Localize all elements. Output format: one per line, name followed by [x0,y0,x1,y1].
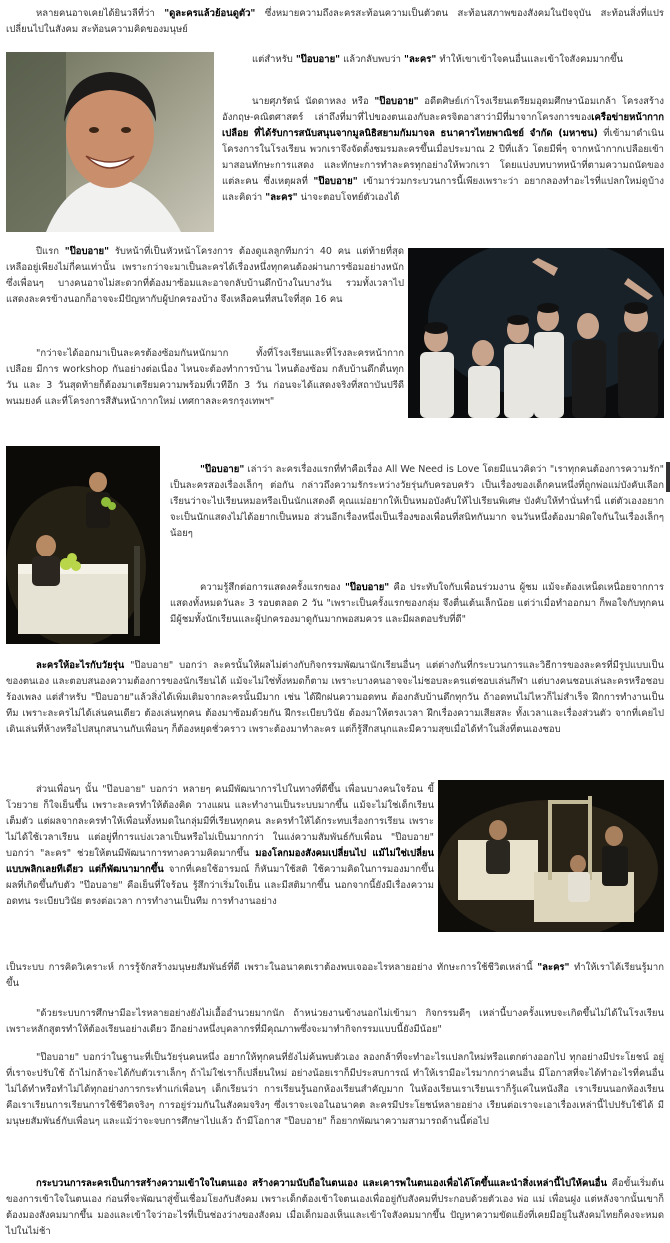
paragraph-first-play [170,462,664,542]
name-highlight: "ป๊อบอาย" [344,582,390,593]
paragraph-friends-development [6,782,434,910]
paragraph-first-year [6,244,404,308]
scroll-indicator [666,462,670,492]
text: "ป๊อบอาย" บอกว่า ละครนั้นให้ผลไม่ต่างกับกิจกรรมพัฒนานักเรียนอื่นๆ แต่ต่างกันที่กระบวนการและวิธีการของละครที่มีรูปแบบเป็นของตนเอง และตอบสนองความต้องการของนักเรียนได้ แม้จะไม่ใช่ทั้งหมดก็ตาม เพราะบางคนอาจจะไม่ชอบละครแต่ชอบเล่นกีฬา แต่บางคนชอบเล่นละครหรือชอบร้องเพลง แต่สำหรับ "ป๊อบอาย"แล้วสิ่งได้เพิ่มเติมจากละครนั้นมีมาก เช่น ได้ฝึกฝนความอดทน ต้องกลับบ้านดึกทุกวัน ถ้าอดทนไม่ไหวก็ไม่สำเร็จ ฝึกการทำงานเป็นทีม เพราะละครไม่ได้เล่นคนเดียว ต้องเล่นทุกคน ต้องมาซ้อมด้วยกัน ฝึกระเบียบวินัย ต้องมาให้ตรงเวลา ฝึกเรื่องความเสียสละ ทั้งเวลาและเรื่องส่วนตัว จากที่เคยไปเดินเล่นที่ห้างหรือไปสนุกสนานกับเพื่อนๆ ก็ต้องหยุดชั่วคราว เพราะต้องมาทำละคร แต่ก็รู้สึกสนุกและมีความสุขเมื่อได้ทำในสิ่งที่ตนเองชอบ [6,660,664,735]
portrait-image [6,52,214,232]
text: ทำให้เขาเข้าใจคนอื่นและเข้าใจสังคมมากขึ้น [436,54,623,65]
paragraph-education-system [6,1006,664,1038]
name-highlight: "ป๊อบอาย" [295,54,341,65]
paragraph-popeye-view [222,52,664,68]
set-rehearsal-photo [438,780,664,932]
performance-photo [6,446,160,644]
paragraph-background [222,94,664,206]
text: คือขั้นเริ่มต้นของการเข้าใจในตนเอง ก่อนที่จะพัฒนาสู่ขั้นเชื่อมโยงกับสังคม เพราะเด็กต้องเข้าใจตนเองเพื่ออยู่กับสังคมที่ประกอบด้วยตัวเอง พ่อ แม่ เพื่อนฝูง แต่หลังจากนั้นเขาก็ต้องมองสังคมมากขึ้น มองและเข้าใจว่าอะไรที่เป็นช่องว่างของสังคม เมื่อเด็กมองเห็นและเข้าใจสังคมมากขึ้น ปัญหาความขัดแย้งที่เคยมีอยู่ในสังคมไทยก็คงจะหมดไปในไม่ช้า [6,1178,664,1237]
conclusion-heading: กระบวนการละครเป็นการสร้างความเข้าใจในตนเอง สร้างความนับถือในตนเอง และเคารพในตนเองเพื่อได้โตขึ้นและนำสิ่งเหล่านี้ไปให้คนอื่น [36,1178,607,1189]
paragraph-advice [6,1050,664,1130]
paragraph-life-skills [6,960,664,992]
text: รับหน้าที่เป็นหัวหน้าโครงการ ต้องดูแลลูกทีมกว่า 40 คน แต่ท้ายที่สุดเหลืออยู่เพียงไม่กี่คนเท่านั้น เพราะกว่าจะมาเป็นละครได้เรื่องหนึ่งทุกคนต้องผ่านการซ้อมอย่างหนัก ซึ่งเพื่อนๆ บางคนอาจไม่สะดวกที่ต้องมาซ้อมและอาจกลับบ้านดึกบ้างในบางวัน รวมทั้งเวลาไปแสดงละครข้างนอกก็อาจจะมีปัญหากับผู้ปกครองบ้าง จึงเหลือคนที่สนใจที่สุด 16 คน [6,246,405,305]
text: ความรู้สึกต่อการแสดงครั้งแรกของ [200,582,345,593]
text: ส่วนเพื่อนๆ นั้น "ป๊อบอาย" บอกว่า หลายๆ คนมีพัฒนาการไปในทางที่ดีขึ้น เพื่อนบางคนใจร้อน ขี้โวยวาย ก็ใจเย็นขึ้น เพราะละครทำให้ต้องคิด วางแผน และทำงานเป็นระบบมากขึ้น แม้จะไม่ใช่เด็กเรียนเต็มตัว แต่ผลจากละครทำให้เพื่อนทั้งหมดในกลุ่มมีที่เรียนทุกคน ละครทำให้ได้กระทบเรื่องการเรียน เพราะไม่ได้ใช้เวลาเรียน แต่อยู่ที่การแบ่งเวลาเป็นหรือไม่เป็นมากกว่า ในแง่ความสัมพันธ์กับเพื่อน "ป๊อบอาย" บอกว่า "ละคร" ช่วยให้ตนมีพัฒนาการทางความคิดมากขึ้น [6,784,434,859]
paragraph-conclusion [6,1176,664,1240]
name-highlight: "ป๊อบอาย" [374,96,419,107]
performance-image [6,446,160,644]
text: นายศุภรัตน์ นัดดาหลง หรือ [252,96,375,107]
text: น่าจะตอบโจทย์ตัวเองได้ [297,192,400,203]
text: เล่าว่า ละครเรื่องแรกที่ทำคือเรื่อง All We Need is Love โดยมีแนวคิดว่า "เราทุกคนต้องการความรัก" เป็นละครสองเรื่องเล็กๆ ต่อกัน กล่าวถึงความรักระหว่างวัยรุ่นกับครอบครัว เป็นเรื่องของเด็กคนหนึ่งที่ถูกพ่อแม่บังคับเลือกเรียนว่าจะไปเรียนหมอหรือเป็นนักแสดงดี คุณแม่อยากให้เป็นหมอบังคับให้ไปเรียนพิเศษ บังคับให้ทำนั่นทำนี่ แต่ตัวเองอยากจะเป็นนักแสดงไม่ได้อยากเป็นหมอ ส่วนอีกเรื่องหนึ่งเป็นเรื่องของเพื่อนที่สนิทกันมาก จนวันหนึ่งต้องมาผิดใจกันในเรื่องเล็กๆ น้อยๆ [170,464,664,539]
name-highlight: "ป๊อบอาย" [200,464,245,475]
text: ซึ่งหมายความถึงละครสะท้อนความเป็นตัวตน สะท้อนสภาพของสังคมในปัจจุบัน สะท้อนสิ่งที่แปรเปลี่ยนไปในสังคม สะท้อนความคิดของมนุษย์ [6,8,664,35]
key-insight-highlight: มองโลกมองสังคมเปลี่ยนไป แม้ไม่ใช่เปลี่ยนแบบพลิกเลยทีเดียว แต่ก็พัฒนามากขึ้น [6,848,434,875]
paragraph-rehearsal-quote [6,346,404,410]
text: จากที่เคยใช้อารมณ์ ก็หันมาใช้สติ ใช้ความคิดในการมองมากขึ้น ผลที่เกิดขึ้นกับตัว "ป๊อบอาย" คือเย็นที่ใจร้อน รู้สึกว่าเริ่มใจเย็น และมีสติมากขึ้น นอกจากนี้ยังมีเรื่องความอดทน ระเบียบวินัย ตรงต่อเวลา การทำงานเป็นทีม การทำงานอย่าง [6,864,434,907]
text: "ป๊อบอาย" บอกว่าในฐานะที่เป็นวัยรุ่นคนหนึ่ง อยากให้ทุกคนที่ยังไม่ค้นพบตัวเอง ลองกล้าที่จะทำอะไรแปลกใหม่หรือแตกต่างออกไป ทุกอย่างมีประโยชน์ อยู่ที่เราจะปรับใช้ ถ้าไม่กล้าจะได้กับตัวเราเล็กๆ ถ้าไม่ใช่เราก็เปลี่ยนใหม่ อย่างน้อยเราก็มีประสบการณ์ ทำให้เรามีอะไรมากกว่าคนอื่น มีโอกาสที่จะได้ทำอะไรที่คนอื่นไม่ได้ทำหรือทำไม่ได้ทุกอย่างการกระทำแก่เพื่อนๆ เด็กเรียนว่า การเรียนรู้นอกห้องเรียนสำคัญมาก ในห้องเรียนเราเรียนเราก็รู้แค่ในหนังสือ เราเรียนนอกห้องเรียนคือเราเรียนการเรียนการใช้ชีวิตจริงๆ การอยู่ร่วมกันในสังคมจริงๆ ซึ่งเราจะเจอในอนาคต ละครมีประโยชน์หลายอย่าง เรียนต่อเราจะเอาเรื่องเหล่านี้ไปปรับใช้ได้ มีมนุษยสัมพันธ์กับเพื่อนๆ และแม้ว่าจะจบการศึกษาไปแล้ว ถ้ามีโอกาส "ป๊อบอาย" ก็อยากพัฒนาความสามารถด้านนี้ต่อไป [6,1052,664,1127]
group-image [408,248,664,418]
quote-phrase: "ดูละครแล้วย้อนดูตัว" [164,8,256,19]
text: คือ ประทับใจกับเพื่อนร่วมงาน ผู้ชม แม้จะต้องเหน็ดเหนื่อยจากการแสดงทั้งหมดวันละ 3 รอบตลอด 2 วัน "เพราะเป็นครั้งแรกของกลุ่ม จึงตื่นเต้นเล็กน้อย แต่ว่าเมื่อทำออกมา ก็พอใจกับทุกคน มีผู้ชมทั้งนักเรียนและผู้ปกครองมาดูกันมากพอสมควร และมีผลตอบรับที่ดี" [170,582,664,625]
text: อดีตศิษย์เก่าโรงเรียนเตรียมอุดมศึกษาน้อมเกล้า โครงสร้างอังกฤษ-คณิตศาสตร์ เล่าถึงที่มาที่ไปของตนเองกับละครจิตอาสาว่ามีที่มาจากโครงการของ [222,96,664,123]
drama-highlight: "ละคร" [404,54,437,65]
text: แล้วกลับพบว่า [340,54,405,65]
group-stage-photo [408,248,664,418]
portrait-photo [6,52,214,232]
drama-highlight: "ละคร" [537,962,570,973]
quote-text: "ด้วยระบบการศึกษามีอะไรหลายอย่างยังไม่เอื้ออำนวยมากนัก ถ้าหน่วยงานข้างนอกไม่เข้ามา กิจกรรมดีๆ เหล่านี้บางครั้งแทบจะเกิดขึ้นไม่ได้ในโรงเรียน เพราะหลักสูตรทำให้ต้องเรียนอย่างเดียว อีกอย่างหนึ่งบุคลากรที่มีคุณภาพซึ่งจะมาทำกิจกรรมแบบนี้ยังมีน้อย" [6,1008,664,1035]
paragraph-what-drama-gives [6,658,664,738]
organization-highlight: เครือข่ายหน้ากากเปลือย ที่ได้รับการสนับสนุนจากมูลนิธิสยามกัมมาจล ธนาคารไทยพาณิชย์ จำกัด (มหาชน) [222,112,664,139]
quote-text: "กว่าจะได้ออกมาเป็นละครต้องซ้อมกันหนักมาก ทั้งที่โรงเรียนและที่โรงละครหน้ากากเปลือย มีการ workshop กันอย่างต่อเนื่อง ไหนจะต้องทำการบ้าน ไหนต้องซ้อม กลับบ้านดึกดื่นทุกวัน และ 3 วันสุดท้ายก็ต้องมาเตรียมความพร้อมที่เวทีอีก 3 วัน ก่อนจะได้แสดงจริงที่สถาบันปรีดีพนมยงค์ และที่โครงการสีสันหน้ากากใหม่ เทศกาลละครกรุงเทพฯ" [6,348,404,407]
paragraph-intro [6,6,664,38]
text: ที่เข้ามาดำเนินโครงการในโรงเรียน พวกเราจึงจัดตั้งชมรมละครขึ้นเมื่อประมาณ 2 ปีที่แล้ว โดยมีพี่ๆ จากหน้ากากเปลือยเข้ามาสอนทักษะการแสดง และทักษะการทำละครทุกอย่างให้พวกเรา โดยแบ่งบทบาทหน้าที่ตามความถนัดของแต่ละคน ซึ่งเหตุผลที่ [222,128,664,187]
paragraph-first-feelings [170,580,664,628]
section-heading: ละครให้อะไรกับวัยรุ่น [36,660,125,671]
rehearsal-image [438,780,664,932]
text: ทำให้เราได้เรียนรู้มากขึ้น [6,962,665,989]
text: หลายคนอาจเคยได้ยินวลีที่ว่า [36,8,165,19]
drama-highlight: "ละคร" [265,192,298,203]
name-highlight: "ป๊อบอาย" [313,176,358,187]
name-highlight: "ป๊อบอาย" [64,246,110,257]
text: เป็นระบบ การคิดวิเคราะห์ การรู้จักสร้างมนุษยสัมพันธ์ที่ดี เพราะในอนาคตเราต้องพบเจออะไรหลายอย่าง ทักษะการใช้ชีวิตเหล่านี้ [6,962,538,973]
text: แต่สำหรับ [252,54,296,65]
text: เข้ามาร่วมกระบวนการนี้เพียงเพราะว่า อยากลองทำอะไรที่แปลกใหม่ดูบ้าง และคิดว่า [222,176,664,203]
text: ปีแรก [36,246,65,257]
